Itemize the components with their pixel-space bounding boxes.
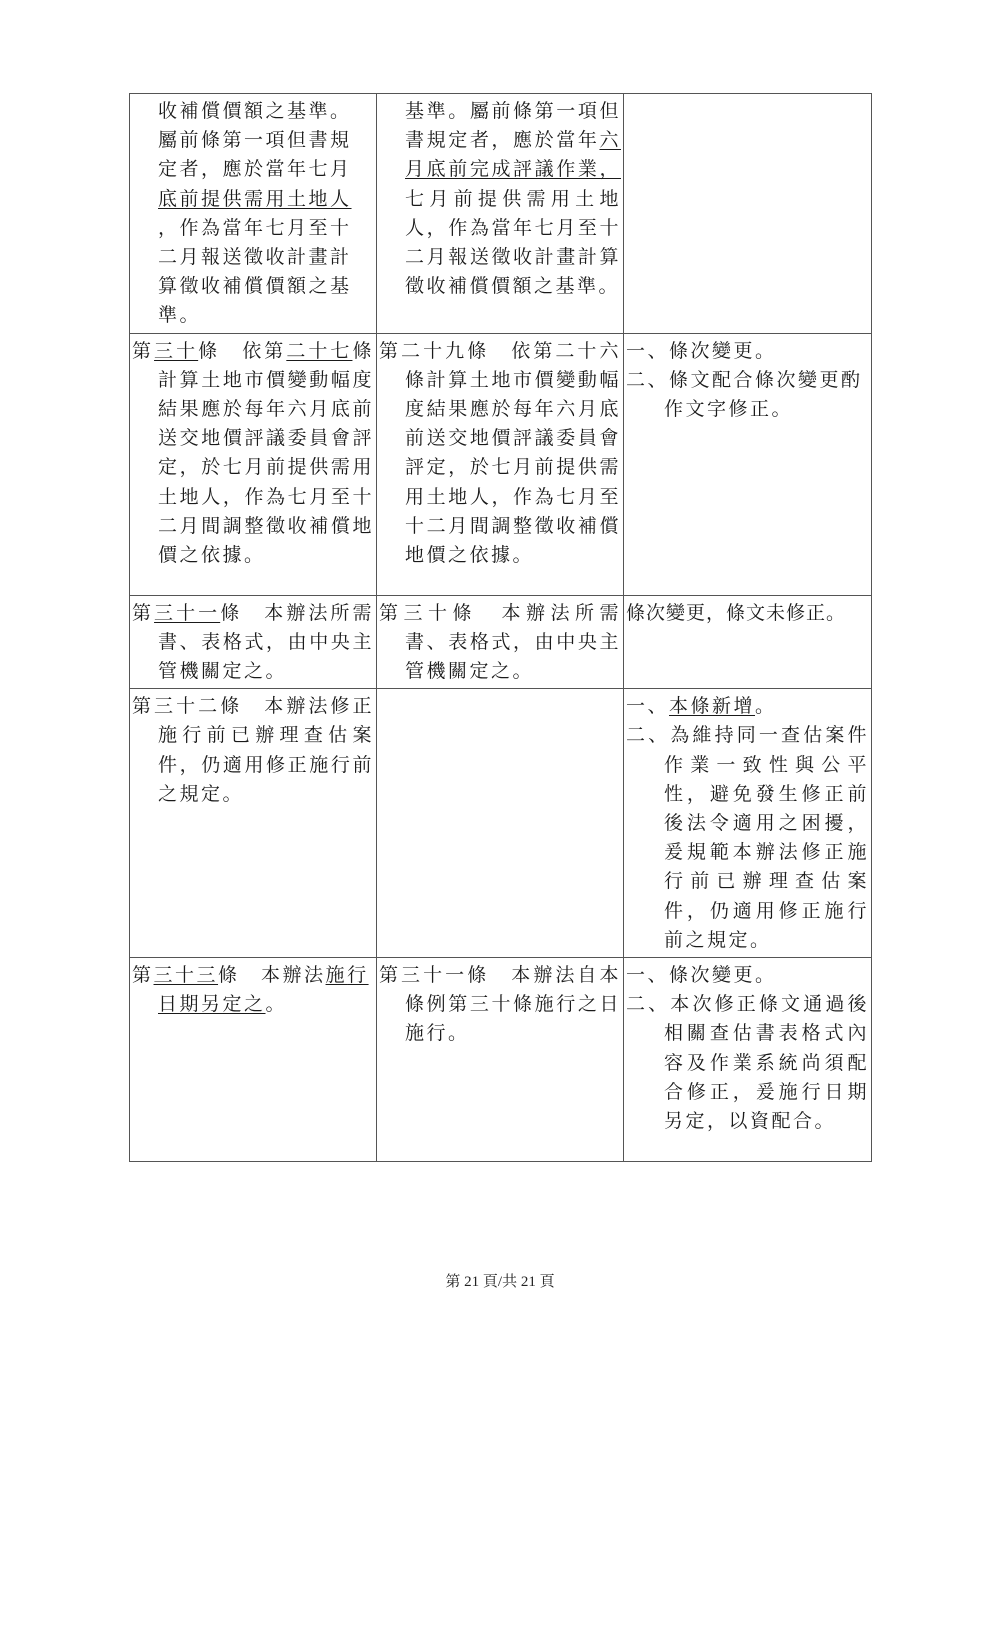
current-text-cell — [377, 94, 624, 334]
table-row — [130, 333, 872, 595]
explanation-cell — [624, 595, 872, 689]
text-segment: 需書、表格式，由中央主管機關定之。 — [158, 601, 374, 683]
explanation-item: 二、條文配合條次變更酌作文字修正。 — [626, 368, 863, 421]
explanation-cell — [624, 689, 872, 958]
amended-text — [132, 692, 374, 809]
current-text — [379, 337, 621, 571]
text-segment: 本條例第三十條施行之日施行。 — [405, 964, 621, 1045]
text-line: 屬前條第一項但書規 — [158, 129, 352, 152]
underlined-text: 二十七 — [286, 339, 353, 362]
text-segment: 第三十條 本辦法所需 — [379, 601, 621, 624]
text-line: ，作為當年七月至十 — [158, 216, 352, 239]
text-line: 收補償價額之基準。 — [158, 100, 352, 122]
explanation-item: 條次變更，條文未修正。 — [626, 601, 847, 624]
explanation-item: 二、本次修正條文通過後相關查估書表格式內容及作業系統尚須配合修正，爰施行日期另定，以資配合。 — [626, 993, 869, 1133]
underlined-text: 三十 — [154, 339, 199, 362]
amended-text-cell — [130, 94, 377, 334]
text-segment: 基準。屬前條第一項但書規定者，應於當年 — [405, 100, 621, 152]
text-segment: 第三十一條 本辦法自 — [379, 964, 600, 987]
underlined-text: 施 — [325, 964, 348, 987]
amendment-comparison-table — [129, 93, 872, 1162]
text-segment: 。 — [265, 993, 288, 1016]
current-text — [379, 961, 621, 1049]
text-segment: 條 本辦法 — [218, 964, 326, 987]
amended-text-cell — [130, 333, 377, 595]
explanation-cell — [624, 333, 872, 595]
page-number: 第 21 頁/共 21 頁 — [445, 1274, 555, 1290]
table-row — [130, 958, 872, 1162]
amended-text — [132, 599, 374, 687]
text-segment: 。 — [755, 695, 777, 718]
amended-text — [132, 337, 374, 571]
text-line — [158, 185, 374, 214]
table-row — [130, 689, 872, 958]
text-line: 準。 — [158, 304, 202, 327]
table-row — [130, 94, 872, 334]
text-segment: 第二十九條 依第二十 — [379, 339, 600, 362]
underlined-text: 六月底前完成評議作業， — [405, 129, 621, 181]
amended-text-cell — [130, 689, 377, 958]
explanation-item: 二、為維持同一查估案件作業一致性與公平性，避免發生修正前後法令適用之困擾，爰規範本辦法修正施行前已辦理查估案件，仍適用修正施行前之規定。 — [626, 724, 869, 951]
current-text-cell — [377, 958, 624, 1162]
text-segment: 書、表格式，由中央主管機關定之。 — [405, 630, 621, 683]
text-segment: 第 — [132, 964, 154, 987]
current-text-cell — [377, 333, 624, 595]
amended-text-cell — [130, 595, 377, 689]
text-segment: 六條計算土地市價變動幅度結果應於每年六月底前送交地價評議委員會評定，於七月前提供需用土地人，作為七月至十二月間調整徵收補償地價之依據。 — [405, 339, 621, 567]
text-line: 定者，應於當年七月 — [158, 158, 352, 181]
explanation-cell — [624, 94, 872, 334]
text-segment: 條計算土地市價變動幅度結果應於每年六月底前送交地價評議委員會評定，於七月前提供需用土地人，作為七月至十二月間調整徵收補償地價之依據。 — [158, 339, 374, 567]
current-text-cell — [377, 595, 624, 689]
text-segment: 第 — [132, 339, 155, 362]
amended-text-cell — [130, 958, 377, 1162]
current-text — [379, 599, 621, 687]
text-segment: 第三十二條 本辦法修 — [132, 695, 353, 718]
current-text-cell — [377, 689, 624, 958]
text-segment: 正施行前已辦理查估案件，仍適用修正施行前之規定。 — [158, 695, 374, 805]
underlined-text: 本條新增 — [669, 695, 756, 718]
explanation-item: 一、條次變更。 — [626, 339, 777, 362]
explanation-item: 一、條次變更。 — [626, 964, 777, 987]
text-segment: 七月前提供需用土地人，作為當年七月至十二月報送徵收計畫計算徵收補償價額之基準。 — [405, 187, 621, 298]
text-segment: 第 — [132, 601, 155, 624]
underlined-text: 三十三 — [153, 964, 219, 987]
text-line: 算徵收補償價額之基 — [158, 275, 352, 298]
text-line: 二月報送徵收計畫計 — [158, 246, 352, 269]
text-segment: 一、 — [626, 695, 670, 718]
explanation-item — [626, 692, 869, 721]
current-text — [379, 97, 621, 301]
amended-text — [132, 961, 374, 1019]
text-segment: 條 依第 — [198, 339, 287, 362]
underlined-text: 底前提供需用土地人 — [158, 187, 352, 210]
text-segment: 條 本辦法所 — [220, 601, 353, 624]
explanation-cell — [624, 958, 872, 1162]
table-row — [130, 595, 872, 689]
amended-text — [132, 97, 374, 331]
underlined-text: 行日期另定之 — [158, 964, 369, 1016]
underlined-text: 三十一 — [154, 601, 221, 624]
